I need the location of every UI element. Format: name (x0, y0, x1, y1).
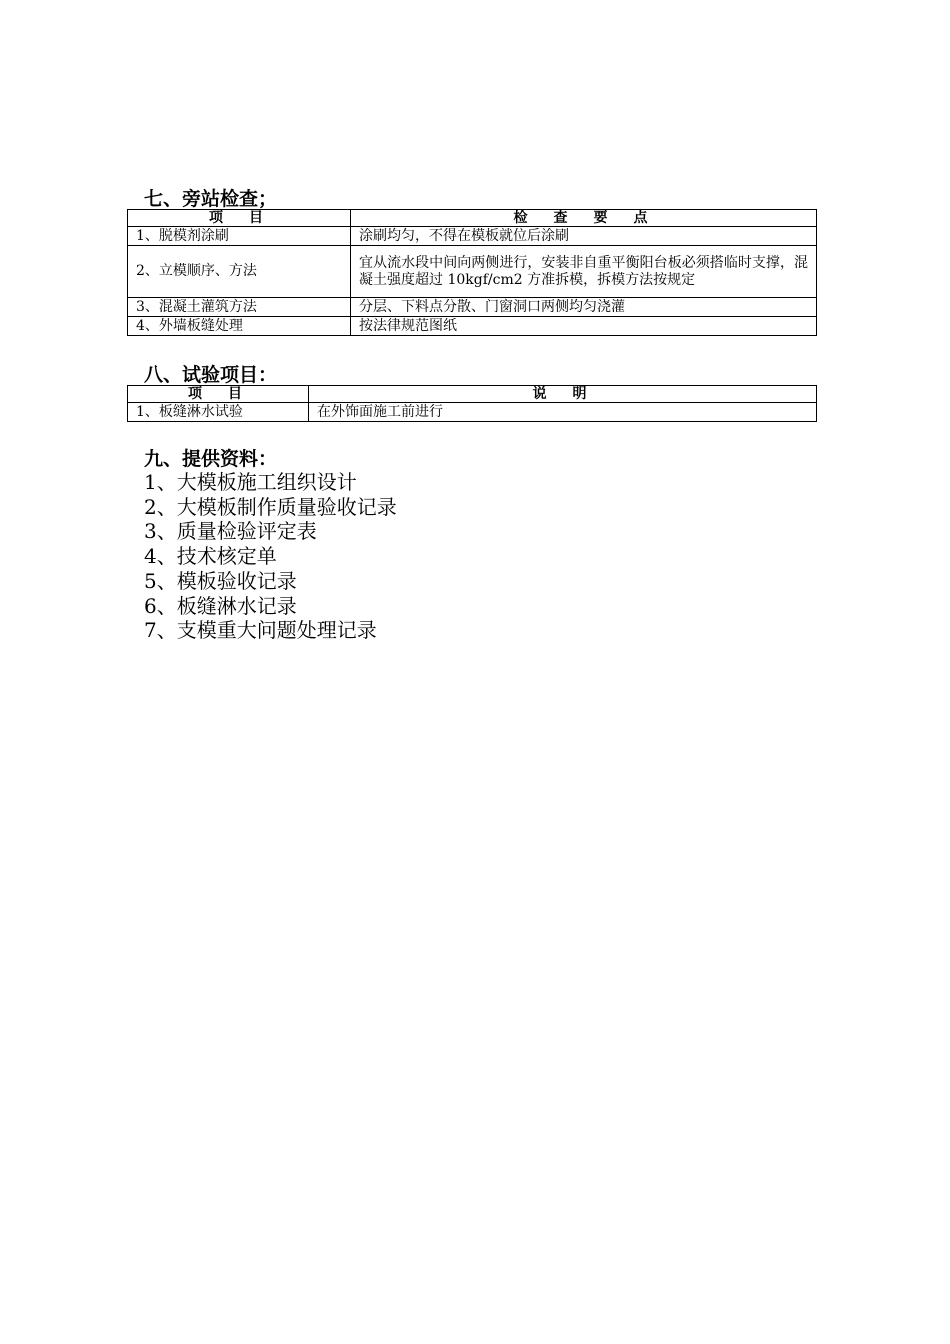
table-row (128, 246, 817, 298)
list-item: 3、质量检验评定表 (144, 519, 317, 544)
row-check-point: 涂刷均匀，不得在模板就位后涂刷 (351, 227, 817, 246)
row-item: 4、外墙板缝处理 (128, 317, 351, 336)
list-item: 7、支模重大问题处理记录 (144, 618, 377, 643)
header-check-points: 检 查 要 点 (351, 210, 817, 227)
list-item: 6、板缝淋水记录 (144, 593, 297, 618)
header-item: 项 目 (128, 386, 309, 403)
table-row (128, 227, 817, 246)
section-7-title: 七、旁站检查； (144, 188, 278, 210)
section-8-title: 八、试验项目： (144, 364, 278, 386)
section-9-title: 九、提供资料： (144, 448, 278, 470)
header-item: 项 目 (128, 210, 351, 227)
header-description: 说 明 (309, 386, 817, 403)
row-note: 在外饰面施工前进行 (309, 403, 817, 422)
table-row (128, 317, 817, 336)
row-item: 2、立模顺序、方法 (128, 246, 351, 298)
inspection-table (127, 209, 817, 336)
table-row (128, 298, 817, 317)
table-header-row (128, 386, 817, 403)
row-item: 1、板缝淋水试验 (128, 403, 309, 422)
list-item: 2、大模板制作质量验收记录 (144, 494, 397, 519)
row-check-point: 按法律规范图纸 (351, 317, 817, 336)
list-item: 4、技术核定单 (144, 544, 277, 569)
list-item: 1、大模板施工组织设计 (144, 470, 357, 494)
table-row (128, 403, 817, 422)
materials-list (144, 470, 397, 643)
table-header-row (128, 210, 817, 227)
row-check-point: 宜从流水段中间向两侧进行，安装非自重平衡阳台板必须搭临时支撑，混凝土强度超过 10kgf/cm2 方准拆模，拆模方法按规定 (351, 246, 817, 298)
list-item: 5、模板验收记录 (144, 568, 297, 593)
row-item: 3、混凝土灌筑方法 (128, 298, 351, 317)
row-check-point: 分层、下料点分散、门窗洞口两侧均匀浇灌 (351, 298, 817, 317)
row-item: 1、脱模剂涂刷 (128, 227, 351, 246)
test-items-table (127, 385, 817, 422)
